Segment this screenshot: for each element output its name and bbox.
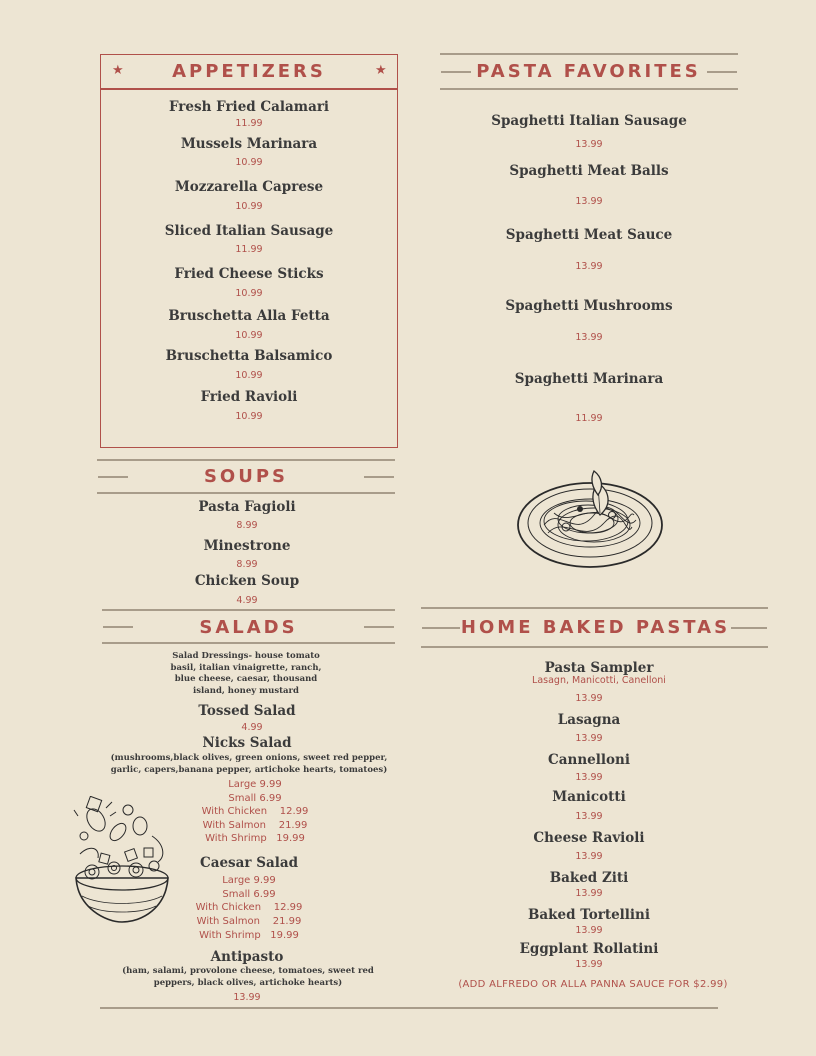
menu-item-name: Fried Cheese Sticks [174,266,324,282]
appetizers-header-divider [101,88,398,90]
pasta-favorites-bottom-rule [440,88,738,90]
menu-item-price: 10.99 [235,330,263,341]
menu-item-price: 10.99 [235,370,263,381]
menu-item-subtitle: Lasagn, Manicotti, Canelloni [532,675,666,686]
soups-title: SOUPS [203,466,289,487]
menu-item-price: 13.99 [575,196,603,207]
menu-item-name: Spaghetti Marinara [514,371,664,387]
menu-item-name: Spaghetti Mushrooms [505,298,673,314]
size-option: With Chicken 12.99 [201,806,309,817]
menu-item-price: 13.99 [575,261,603,272]
menu-item-price: 8.99 [236,559,258,570]
menu-item-name: Fried Ravioli [200,389,298,405]
star-icon: ★ [112,63,124,78]
menu-item-price: 13.99 [575,959,603,970]
menu-item-name: Minestrone [203,538,291,554]
menu-item-name: Pasta Sampler [544,660,654,676]
menu-item-price: 13.99 [575,925,603,936]
pasta-favorites-top-rule [440,53,738,55]
menu-item-name: Cannelloni [548,752,630,768]
menu-item-price: 13.99 [575,888,603,899]
salads-top-rule [102,609,395,611]
salad-dressings-note: Salad Dressings- house tomato basil, italian vinaigrette, ranch, blue cheese, caesar, thousand island, honey mustard [170,651,322,696]
menu-item-name: Baked Ziti [549,870,629,886]
menu-item-description: (ham, salami, provolone cheese, tomatoes, sweet red peppers, black olives, artichoke hearts) [122,966,374,988]
menu-item-price: 13.99 [575,139,603,150]
menu-item-name: Spaghetti Meat Sauce [505,227,673,243]
size-option: With Shrimp 19.99 [199,930,299,941]
size-option: With Salmon 21.99 [196,916,302,927]
soups-bottom-rule [97,492,395,494]
menu-item-name: Caesar Salad [199,855,299,871]
footer-rule [100,1007,718,1009]
menu-item-name: Baked Tortellini [527,907,650,923]
pasta-favorites-title: PASTA FAVORITES [476,61,701,82]
menu-item-name: Fresh Fried Calamari [168,99,330,115]
menu-item-name: Mozzarella Caprese [174,179,324,195]
home-baked-title: HOME BAKED PASTAS [460,617,731,638]
menu-item-price: 11.99 [575,413,603,424]
menu-item-price: 13.99 [233,992,261,1003]
menu-item-price: 4.99 [241,722,263,733]
pasta-favorites-left-dash [441,71,471,73]
size-option: Large 9.99 [222,875,276,886]
menu-item-name: Cheese Ravioli [533,830,645,846]
menu-item-name: Pasta Fagioli [198,499,296,515]
pasta-favorites-right-dash [707,71,737,73]
size-option: With Shrimp 19.99 [205,833,305,844]
menu-item-name: Mussels Marinara [180,136,318,152]
menu-item-name: Spaghetti Meat Balls [509,163,669,179]
menu-item-name: Lasagna [557,712,621,728]
salads-title: SALADS [199,617,298,638]
menu-item-name: Manicotti [552,789,626,805]
menu-item-price: 11.99 [235,118,263,129]
sauce-addon-note: (ADD ALFREDO OR ALLA PANNA SAUCE FOR $2.99) [458,979,728,990]
menu-item-name: Spaghetti Italian Sausage [491,113,687,129]
home-baked-top-rule [421,607,768,609]
spaghetti-plate-illustration [514,465,666,577]
menu-item-name: Eggplant Rollatini [519,941,659,957]
menu-item-price: 11.99 [235,244,263,255]
size-option: With Salmon 21.99 [202,820,308,831]
menu-item-price: 13.99 [575,332,603,343]
home-baked-bottom-rule [421,646,768,648]
menu-item-name: Chicken Soup [194,573,300,589]
appetizers-title: APPETIZERS [172,61,326,82]
menu-item-name: Tossed Salad [198,703,296,719]
menu-item-price: 13.99 [575,851,603,862]
menu-item-price: 10.99 [235,288,263,299]
star-icon: ★ [375,63,387,78]
menu-item-price: 13.99 [575,693,603,704]
home-baked-right-dash [731,627,767,629]
size-option: Large 9.99 [228,779,282,790]
menu-item-price: 13.99 [575,811,603,822]
soups-top-rule [97,459,395,461]
menu-item-price: 8.99 [236,520,258,531]
menu-item-price: 4.99 [236,595,258,606]
menu-item-price: 13.99 [575,772,603,783]
home-baked-left-dash [422,627,460,629]
menu-item-name: Nicks Salad [202,735,292,751]
menu-item-name: Antipasto [210,949,284,965]
size-option: Small 6.99 [222,889,276,900]
size-option: With Chicken 12.99 [195,902,303,913]
menu-item-price: 13.99 [575,733,603,744]
salads-bottom-rule [102,642,395,644]
menu-item-price: 10.99 [235,411,263,422]
size-option: Small 6.99 [228,793,282,804]
salad-bowl-illustration [70,796,174,926]
menu-item-name: Sliced Italian Sausage [164,223,334,239]
menu-item-price: 10.99 [235,157,263,168]
menu-item-description: (mushrooms,black olives, green onions, sweet red pepper, garlic, capers,banana pepper, artichoke hearts, tomatoes) [110,753,388,775]
menu-item-name: Bruschetta Alla Fetta [168,308,330,324]
menu-item-name: Bruschetta Balsamico [165,348,333,364]
menu-item-price: 10.99 [235,201,263,212]
